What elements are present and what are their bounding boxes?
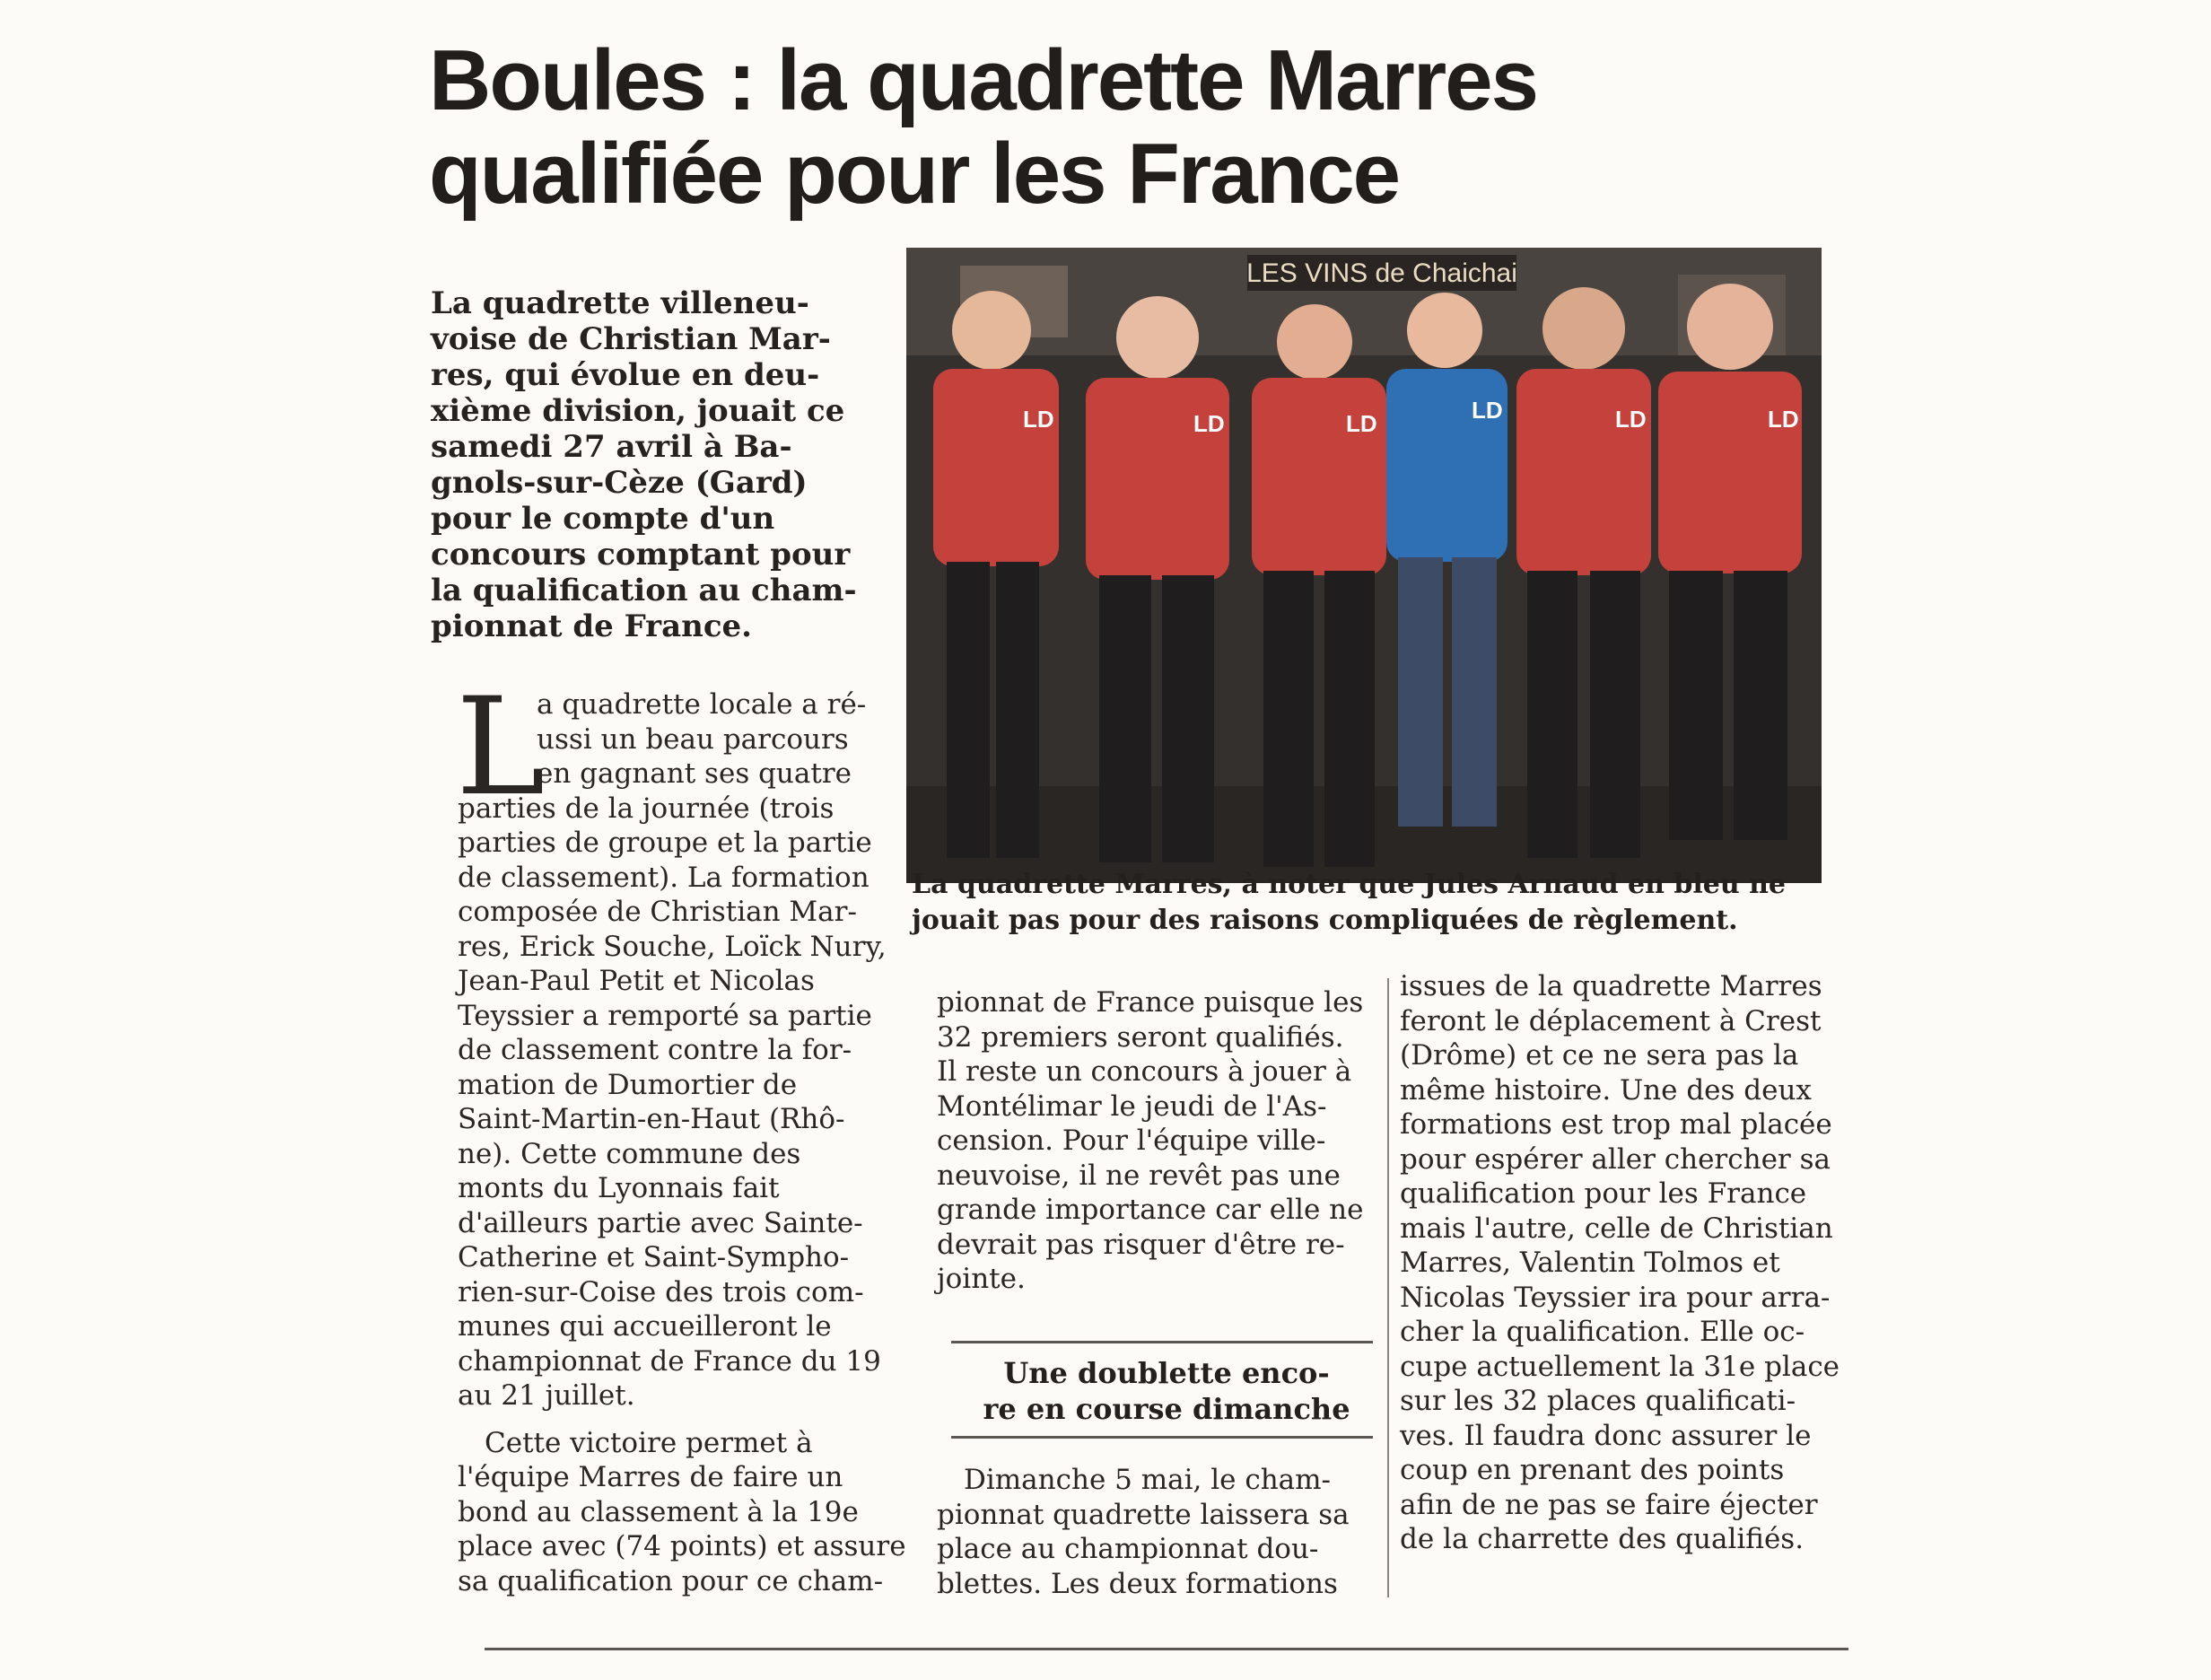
lead-line: pionnat de France. — [431, 608, 752, 644]
body-line: Catherine et Saint-Sympho- — [458, 1241, 850, 1273]
body-line: mais l'autre, celle de Christian — [1400, 1212, 1833, 1245]
body-line: au 21 juillet. — [458, 1379, 635, 1412]
subhead-rule-top — [951, 1341, 1373, 1343]
body-line: ves. Il faudra donc assurer le — [1400, 1419, 1812, 1452]
body-line: de la charrette des qualifiés. — [1400, 1523, 1805, 1555]
body-column-3 — [1400, 969, 1866, 1557]
subhead-rule-bottom — [951, 1436, 1373, 1439]
body-line: même histoire. Une des deux — [1400, 1073, 1812, 1107]
body-line: a quadrette locale a ré- — [537, 688, 867, 721]
jersey-logo: LD — [1023, 406, 1054, 433]
body-line: en gagnant ses quatre — [537, 757, 852, 790]
body-line: Teyssier a remporté sa partie — [458, 999, 872, 1032]
body-line: championnat de France du 19 — [458, 1344, 881, 1378]
lead-line: pour le compte d'un — [431, 501, 775, 537]
body-line: rien-sur-Coise des trois com- — [458, 1275, 864, 1308]
body-line: de classement contre la for- — [458, 1034, 852, 1066]
lead-line: xième division, jouait ce — [431, 393, 845, 429]
body-line: Nicolas Teyssier ira pour arra- — [1400, 1281, 1831, 1314]
body-line: composée de Christian Mar- — [458, 896, 857, 928]
body-line: pour espérer aller chercher sa — [1400, 1142, 1831, 1176]
lead-line: La quadrette villeneu- — [431, 285, 809, 321]
subhead-line-2: re en course dimanche — [983, 1392, 1350, 1426]
body-line: Saint-Martin-en-Haut (Rhô- — [458, 1103, 845, 1135]
body-line: neuvoise, il ne revêt pas une — [937, 1159, 1341, 1192]
team-photo — [906, 248, 1822, 883]
jersey-logo: LD — [1346, 410, 1377, 437]
lead-line: res, qui évolue en deu- — [431, 357, 820, 393]
caption-line-1: La quadrette Marres, à noter que Jules Arnaud en bleu ne — [912, 869, 1787, 900]
column-rule — [1387, 978, 1389, 1597]
body-column-1 — [456, 669, 924, 1598]
body-line: monts du Lyonnais fait — [458, 1172, 780, 1204]
body-line: cher la qualification. Elle oc- — [1400, 1316, 1805, 1348]
body-line: de classement). La formation — [458, 861, 870, 894]
team-photo-illustration — [906, 248, 1822, 883]
body-line: devrait pas risquer d'être re- — [937, 1228, 1345, 1261]
body-line: parties de groupe et la partie — [458, 827, 872, 859]
body-line: 32 premiers seront qualifiés. — [937, 1020, 1344, 1054]
subhead — [960, 1355, 1373, 1427]
lead-line: la qualification au cham- — [431, 573, 857, 608]
body-line: res, Erick Souche, Loïck Nury, — [458, 930, 887, 963]
body-line: ussi un beau parcours — [537, 722, 849, 756]
body-line: parties de la journée (trois — [458, 792, 835, 825]
body-line: (Drôme) et ce ne sera pas la — [1400, 1039, 1799, 1072]
body-column-2 — [937, 985, 1368, 1297]
body-line: Jean-Paul Petit et Nicolas — [458, 965, 815, 997]
caption-line-2: jouait pas pour des raisons compliquées de règlement. — [912, 905, 1738, 936]
body-column-2b — [937, 1463, 1368, 1601]
body-line: l'équipe Marres de faire un — [458, 1461, 843, 1493]
body-line: Montélimar le jeudi de l'As- — [937, 1089, 1327, 1123]
body-line: qualification pour les France — [1400, 1177, 1807, 1210]
body-line: issues de la quadrette Marres — [1400, 970, 1822, 1002]
body-line: place avec (74 points) et assure — [458, 1530, 906, 1562]
body-line: blettes. Les deux formations — [937, 1567, 1338, 1600]
photo-caption — [912, 867, 1809, 939]
body-line: formations est trop mal placée — [1400, 1108, 1832, 1141]
body-line: ne). Cette commune des — [458, 1137, 801, 1170]
body-line: jointe. — [937, 1263, 1026, 1295]
body-line: sa qualification pour ce cham- — [458, 1564, 884, 1597]
footer-rule — [485, 1648, 1848, 1650]
body-line: Marres, Valentin Tolmos et — [1400, 1247, 1780, 1279]
lead-line: gnols-sur-Cèze (Gard) — [431, 465, 808, 501]
body-line: pionnat de France puisque les — [937, 986, 1364, 1019]
subhead-line-1: Une doublette enco- — [1003, 1356, 1330, 1390]
headline-line-2: qualifiée pour les France — [429, 126, 1399, 222]
article-lead — [431, 285, 897, 644]
lead-line: concours comptant pour — [431, 537, 851, 573]
body-line: Cette victoire permet à — [485, 1426, 813, 1459]
body-line: d'ailleurs partie avec Sainte- — [458, 1206, 863, 1239]
lead-line: voise de Christian Mar- — [431, 321, 831, 357]
body-line: grande importance car elle ne — [937, 1194, 1364, 1226]
body-line: afin de ne pas se faire éjecter — [1400, 1488, 1818, 1521]
jersey-logo: LD — [1768, 406, 1799, 433]
body-line: bond au classement à la 19e — [458, 1495, 859, 1528]
shop-sign-text: LES VINS de Chaichai — [1246, 258, 1517, 288]
lead-line: samedi 27 avril à Ba- — [431, 429, 792, 465]
body-line: feront le déplacement à Crest — [1400, 1004, 1822, 1037]
body-line: coup en prenant des points — [1400, 1454, 1785, 1486]
body-line: cension. Pour l'équipe ville- — [937, 1124, 1326, 1157]
article-headline — [429, 34, 1595, 221]
jersey-logo: LD — [1193, 410, 1225, 437]
body-line: pionnat quadrette laissera sa — [937, 1498, 1350, 1531]
body-line: Dimanche 5 mai, le cham- — [964, 1464, 1332, 1496]
body-line: Il reste un concours à jouer à — [937, 1055, 1352, 1088]
drop-cap: L — [456, 669, 546, 826]
jersey-logo: LD — [1615, 406, 1647, 433]
body-line: place au championnat dou- — [937, 1533, 1319, 1565]
body-line: cupe actuellement la 31e place — [1400, 1350, 1840, 1383]
body-line: sur les 32 places qualificati- — [1400, 1385, 1796, 1417]
headline-line-1: Boules : la quadrette Marres — [429, 32, 1538, 128]
body-line: munes qui accueilleront le — [458, 1310, 832, 1343]
body-line: mation de Dumortier de — [458, 1068, 798, 1101]
jersey-logo: LD — [1472, 397, 1503, 424]
